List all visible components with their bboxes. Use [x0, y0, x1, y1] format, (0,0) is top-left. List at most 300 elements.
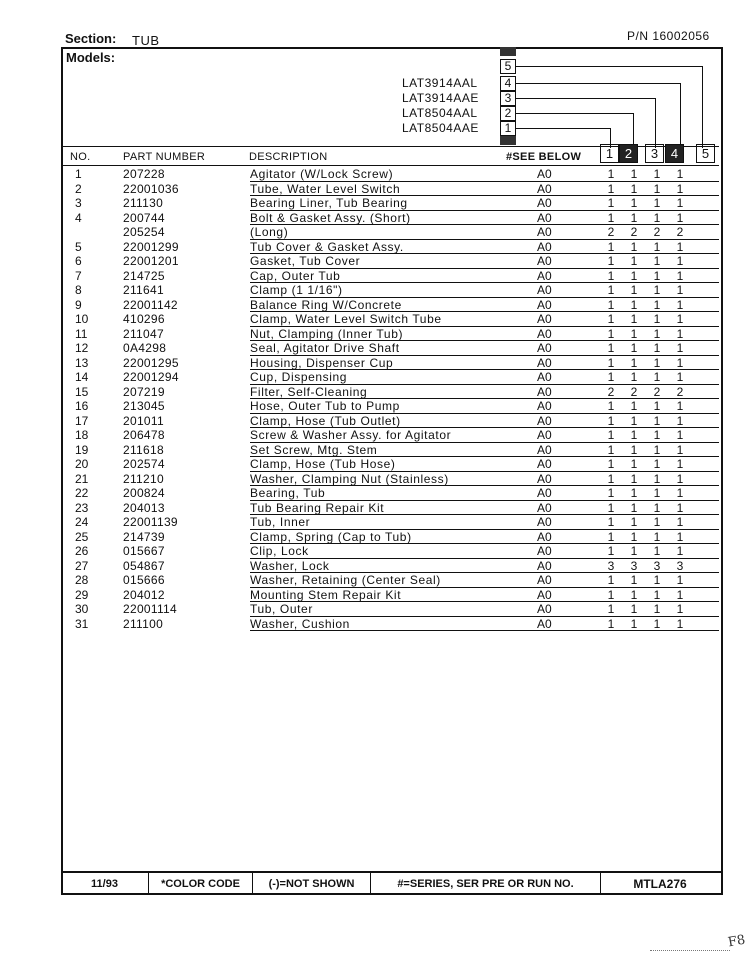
row-qty-series-2: 1	[630, 616, 638, 631]
row-part-number: 211210	[123, 471, 164, 486]
row-part-number: 206478	[123, 428, 165, 442]
row-qty-series-3: 1	[653, 399, 661, 413]
row-rule	[250, 630, 719, 631]
row-qty-series-1: 1	[607, 210, 615, 225]
row-description: Bolt & Gasket Assy. (Short)	[250, 210, 411, 225]
row-qty-series-2: 2	[630, 225, 638, 239]
row-qty-series-3: 1	[653, 254, 661, 268]
row-qty-series-1: 1	[607, 312, 615, 326]
row-qty-series-2: 1	[630, 471, 638, 486]
table-row	[63, 385, 719, 400]
row-see-below: A0	[537, 544, 552, 558]
row-qty-series-4: 2	[676, 384, 684, 399]
row-number: 5	[75, 239, 82, 254]
row-qty-series-1: 1	[607, 602, 615, 616]
model-box-foot	[500, 136, 516, 145]
row-part-number: 211618	[123, 442, 164, 457]
row-see-below: A0	[537, 312, 552, 326]
bracket-line	[516, 128, 610, 129]
row-qty-series-4: 1	[676, 297, 684, 312]
row-see-below: A0	[537, 399, 552, 413]
row-number: 19	[75, 442, 89, 457]
row-description: Cap, Outer Tub	[250, 268, 341, 283]
table-row	[63, 225, 719, 240]
bracket-line	[516, 113, 633, 114]
model-name: LAT3914AAL	[402, 76, 478, 90]
row-part-number: 211100	[123, 616, 164, 631]
row-description: (Long)	[250, 225, 289, 239]
row-qty-series-2: 1	[630, 370, 638, 384]
row-number: 21	[75, 471, 89, 486]
table-row	[63, 167, 719, 182]
row-see-below: A0	[537, 254, 552, 268]
row-see-below: A0	[537, 239, 552, 254]
row-description: Tub Bearing Repair Kit	[250, 500, 385, 515]
table-row	[63, 240, 719, 255]
row-description: Clamp, Hose (Tub Outlet)	[250, 413, 401, 428]
row-qty-series-3: 1	[653, 428, 661, 442]
row-part-number: 207228	[123, 167, 165, 181]
row-number: 11	[75, 326, 88, 341]
bracket-drop	[655, 98, 656, 148]
row-description: Washer, Cushion	[250, 616, 350, 631]
row-qty-series-2: 3	[630, 558, 638, 573]
row-qty-series-3: 1	[653, 355, 661, 370]
row-qty-series-4: 1	[676, 529, 684, 544]
row-qty-series-3: 1	[653, 573, 661, 587]
row-qty-series-2: 1	[630, 457, 638, 471]
table-row	[63, 283, 719, 298]
row-qty-series-2: 1	[630, 268, 638, 283]
row-qty-series-1: 1	[607, 239, 615, 254]
row-part-number: 214725	[123, 268, 165, 283]
row-qty-series-1: 2	[607, 225, 615, 239]
row-see-below: A0	[537, 283, 552, 297]
row-qty-series-2: 2	[630, 384, 638, 399]
row-number: 2	[75, 181, 82, 196]
table-row	[63, 370, 719, 385]
row-qty-series-4: 1	[676, 486, 684, 500]
row-number: 29	[75, 587, 89, 602]
row-qty-series-1: 1	[607, 355, 615, 370]
row-part-number: 201011	[123, 413, 164, 428]
row-qty-series-3: 1	[653, 413, 661, 428]
row-number: 28	[75, 573, 89, 587]
row-qty-series-1: 1	[607, 573, 615, 587]
row-part-number: 204013	[123, 500, 165, 515]
row-qty-series-3: 1	[653, 500, 661, 515]
row-qty-series-1: 1	[607, 167, 615, 181]
row-part-number: 205254	[123, 225, 165, 239]
bracket-line	[516, 98, 655, 99]
row-qty-series-3: 1	[653, 616, 661, 631]
row-see-below: A0	[537, 355, 552, 370]
table-row	[63, 414, 719, 429]
row-qty-series-3: 1	[653, 181, 661, 196]
row-qty-series-4: 1	[676, 312, 684, 326]
row-number: 27	[75, 558, 89, 573]
row-number: 17	[75, 413, 89, 428]
row-see-below: A0	[537, 370, 552, 384]
row-qty-series-4: 1	[676, 254, 684, 268]
row-qty-series-2: 1	[630, 573, 638, 587]
row-qty-series-2: 1	[630, 544, 638, 558]
row-part-number: 211130	[123, 196, 164, 210]
row-description: Clamp, Water Level Switch Tube	[250, 312, 442, 326]
row-qty-series-3: 1	[653, 341, 661, 355]
row-qty-series-2: 1	[630, 515, 638, 529]
footer-series-note: #=SERIES, SER PRE OR RUN NO.	[371, 873, 601, 895]
section-value: TUB	[132, 33, 160, 48]
row-qty-series-4: 1	[676, 326, 684, 341]
row-qty-series-4: 1	[676, 602, 684, 616]
row-see-below: A0	[537, 181, 552, 196]
row-number: 16	[75, 399, 89, 413]
row-qty-series-4: 2	[676, 225, 684, 239]
footer-code: MTLA276	[633, 877, 687, 891]
row-qty-series-2: 1	[630, 602, 638, 616]
row-qty-series-4: 1	[676, 341, 684, 355]
row-qty-series-3: 2	[653, 225, 661, 239]
row-description: Washer, Retaining (Center Seal)	[250, 573, 441, 587]
row-description: Clip, Lock	[250, 544, 309, 558]
row-see-below: A0	[537, 486, 552, 500]
row-qty-series-3: 1	[653, 268, 661, 283]
row-part-number: 015667	[123, 544, 165, 558]
series-col-5: 5	[696, 144, 715, 163]
row-qty-series-4: 1	[676, 515, 684, 529]
row-qty-series-3: 1	[653, 486, 661, 500]
table-row	[63, 486, 719, 501]
row-part-number: 202574	[123, 457, 165, 471]
row-description: Mounting Stem Repair Kit	[250, 587, 402, 602]
row-number: 24	[75, 515, 89, 529]
row-see-below: A0	[537, 167, 552, 181]
row-description: Housing, Dispenser Cup	[250, 355, 394, 370]
row-see-below: A0	[537, 616, 552, 631]
row-description: Screw & Washer Assy. for Agitator	[250, 428, 452, 442]
row-qty-series-4: 1	[676, 616, 684, 631]
row-qty-series-4: 1	[676, 500, 684, 515]
row-qty-series-3: 1	[653, 312, 661, 326]
part-number-header: P/N 16002056	[627, 29, 710, 43]
row-qty-series-4: 1	[676, 355, 684, 370]
handwritten-note: F8	[726, 932, 747, 951]
row-qty-series-1: 1	[607, 326, 615, 341]
row-qty-series-2: 1	[630, 442, 638, 457]
row-number: 18	[75, 428, 89, 442]
row-description: Tube, Water Level Switch	[250, 181, 401, 196]
row-description: Bearing, Tub	[250, 486, 326, 500]
row-part-number: 22001294	[123, 370, 179, 384]
row-qty-series-4: 1	[676, 210, 684, 225]
row-qty-series-4: 1	[676, 167, 684, 181]
col-see-below: #SEE BELOW	[506, 151, 582, 163]
row-see-below: A0	[537, 297, 552, 312]
table-row	[63, 544, 719, 559]
row-qty-series-1: 1	[607, 181, 615, 196]
row-qty-series-4: 3	[676, 558, 684, 573]
row-qty-series-1: 1	[607, 616, 615, 631]
row-description: Tub, Inner	[250, 515, 311, 529]
row-number: 13	[75, 355, 89, 370]
row-qty-series-2: 1	[630, 500, 638, 515]
row-qty-series-2: 1	[630, 239, 638, 254]
row-number: 12	[75, 341, 89, 355]
row-qty-series-2: 1	[630, 254, 638, 268]
row-qty-series-1: 2	[607, 384, 615, 399]
table-row	[63, 428, 719, 443]
row-number: 14	[75, 370, 89, 384]
models-label: Models:	[66, 50, 116, 65]
row-see-below: A0	[537, 341, 552, 355]
row-qty-series-1: 1	[607, 587, 615, 602]
row-qty-series-4: 1	[676, 268, 684, 283]
model-box-cap	[500, 47, 516, 56]
row-part-number: 200744	[123, 210, 165, 225]
col-no: NO.	[70, 151, 91, 163]
row-qty-series-1: 1	[607, 341, 615, 355]
row-part-number: 200824	[123, 486, 165, 500]
row-qty-series-3: 1	[653, 529, 661, 544]
bracket-line	[516, 83, 680, 84]
row-part-number: 204012	[123, 587, 165, 602]
model-series-box: 3	[500, 91, 516, 106]
col-description: DESCRIPTION	[249, 151, 328, 163]
table-row	[63, 312, 719, 327]
table-row	[63, 196, 719, 211]
row-description: Washer, Lock	[250, 558, 330, 573]
table-row	[63, 341, 719, 356]
row-qty-series-3: 2	[653, 384, 661, 399]
row-description: Clamp, Hose (Tub Hose)	[250, 457, 396, 471]
row-part-number: 410296	[123, 312, 165, 326]
bracket-drop-5	[702, 66, 703, 148]
row-see-below: A0	[537, 602, 552, 616]
footer-bar	[61, 871, 723, 895]
row-qty-series-1: 1	[607, 500, 615, 515]
row-part-number: 22001295	[123, 355, 179, 370]
row-qty-series-4: 1	[676, 196, 684, 210]
row-qty-series-1: 1	[607, 529, 615, 544]
row-qty-series-3: 1	[653, 283, 661, 297]
row-qty-series-3: 1	[653, 457, 661, 471]
table-row	[63, 588, 719, 603]
row-description: Bearing Liner, Tub Bearing	[250, 196, 408, 210]
row-qty-series-1: 1	[607, 413, 615, 428]
row-see-below: A0	[537, 573, 552, 587]
row-part-number: 0A4298	[123, 341, 167, 355]
model-name: LAT3914AAE	[402, 91, 479, 105]
row-qty-series-1: 1	[607, 297, 615, 312]
row-qty-series-4: 1	[676, 457, 684, 471]
row-qty-series-1: 1	[607, 442, 615, 457]
row-number: 8	[75, 283, 82, 297]
row-qty-series-2: 1	[630, 399, 638, 413]
row-qty-series-3: 1	[653, 326, 661, 341]
row-qty-series-2: 1	[630, 529, 638, 544]
row-number: 25	[75, 529, 89, 544]
table-row	[63, 327, 719, 342]
footer-date: 11/93	[61, 873, 149, 895]
row-description: Filter, Self-Cleaning	[250, 384, 368, 399]
table-row	[63, 211, 719, 226]
row-qty-series-1: 1	[607, 471, 615, 486]
row-number: 15	[75, 384, 89, 399]
bracket-drop	[680, 83, 681, 148]
row-part-number: 211641	[123, 283, 164, 297]
row-see-below: A0	[537, 326, 552, 341]
row-qty-series-3: 1	[653, 297, 661, 312]
row-qty-series-1: 1	[607, 283, 615, 297]
row-qty-series-1: 1	[607, 515, 615, 529]
row-see-below: A0	[537, 558, 552, 573]
model-series-box: 1	[500, 121, 516, 136]
row-qty-series-4: 1	[676, 413, 684, 428]
row-qty-series-2: 1	[630, 587, 638, 602]
row-qty-series-4: 1	[676, 471, 684, 486]
row-description: Gasket, Tub Cover	[250, 254, 361, 268]
row-number: 22	[75, 486, 89, 500]
row-qty-series-2: 1	[630, 196, 638, 210]
row-qty-series-4: 1	[676, 428, 684, 442]
table-row	[63, 457, 719, 472]
row-qty-series-3: 1	[653, 602, 661, 616]
row-see-below: A0	[537, 529, 552, 544]
row-description: Cup, Dispensing	[250, 370, 348, 384]
model-box-5: 5	[500, 59, 516, 74]
row-part-number: 22001299	[123, 239, 179, 254]
row-part-number: 214739	[123, 529, 165, 544]
row-qty-series-1: 1	[607, 486, 615, 500]
row-qty-series-4: 1	[676, 442, 684, 457]
row-description: Set Screw, Mtg. Stem	[250, 442, 378, 457]
row-qty-series-4: 1	[676, 283, 684, 297]
row-see-below: A0	[537, 268, 552, 283]
row-qty-series-3: 1	[653, 515, 661, 529]
row-see-below: A0	[537, 196, 552, 210]
row-qty-series-2: 1	[630, 181, 638, 196]
table-row	[63, 298, 719, 313]
row-see-below: A0	[537, 225, 552, 239]
row-part-number: 22001114	[123, 602, 178, 616]
row-part-number: 213045	[123, 399, 165, 413]
row-qty-series-4: 1	[676, 573, 684, 587]
row-qty-series-3: 1	[653, 587, 661, 602]
row-number: 1	[75, 167, 82, 181]
row-qty-series-2: 1	[630, 283, 638, 297]
row-qty-series-1: 1	[607, 544, 615, 558]
row-description: Agitator (W/Lock Screw)	[250, 167, 394, 181]
row-qty-series-1: 1	[607, 457, 615, 471]
row-description: Hose, Outer Tub to Pump	[250, 399, 400, 413]
row-qty-series-4: 1	[676, 181, 684, 196]
row-number: 20	[75, 457, 89, 471]
row-qty-series-3: 1	[653, 167, 661, 181]
table-row	[63, 573, 719, 588]
row-see-below: A0	[537, 457, 552, 471]
table-row	[63, 182, 719, 197]
row-see-below: A0	[537, 471, 552, 486]
table-row	[63, 501, 719, 516]
row-qty-series-2: 1	[630, 326, 638, 341]
row-part-number: 211047	[123, 326, 164, 341]
series-col-4: 4	[665, 144, 684, 163]
row-qty-series-3: 1	[653, 210, 661, 225]
row-see-below: A0	[537, 210, 552, 225]
table-row	[63, 602, 719, 617]
table-row	[63, 559, 719, 574]
row-qty-series-4: 1	[676, 587, 684, 602]
row-see-below: A0	[537, 384, 552, 399]
row-qty-series-2: 1	[630, 297, 638, 312]
row-qty-series-2: 1	[630, 486, 638, 500]
row-number: 9	[75, 297, 82, 312]
series-col-3: 3	[645, 144, 664, 163]
row-qty-series-4: 1	[676, 370, 684, 384]
row-qty-series-1: 1	[607, 399, 615, 413]
row-description: Tub, Outer	[250, 602, 313, 616]
row-qty-series-1: 3	[607, 558, 615, 573]
row-qty-series-2: 1	[630, 355, 638, 370]
row-qty-series-2: 1	[630, 428, 638, 442]
row-number: 23	[75, 500, 89, 515]
row-number: 26	[75, 544, 89, 558]
row-number: 10	[75, 312, 89, 326]
row-qty-series-3: 1	[653, 239, 661, 254]
row-qty-series-2: 1	[630, 210, 638, 225]
row-qty-series-3: 3	[653, 558, 661, 573]
row-description: Seal, Agitator Drive Shaft	[250, 341, 400, 355]
row-description: Nut, Clamping (Inner Tub)	[250, 326, 404, 341]
row-qty-series-4: 1	[676, 239, 684, 254]
section-label: Section:	[65, 31, 117, 46]
table-row	[63, 254, 719, 269]
row-description: Clamp (1 1/16")	[250, 283, 343, 297]
row-qty-series-1: 1	[607, 428, 615, 442]
row-qty-series-4: 1	[676, 544, 684, 558]
row-number: 3	[75, 196, 82, 210]
row-part-number: 22001036	[123, 181, 179, 196]
row-qty-series-2: 1	[630, 413, 638, 428]
row-qty-series-3: 1	[653, 544, 661, 558]
table-row	[63, 515, 719, 530]
bracket-drop	[633, 113, 634, 148]
row-see-below: A0	[537, 413, 552, 428]
row-qty-series-3: 1	[653, 471, 661, 486]
row-qty-series-4: 1	[676, 399, 684, 413]
table-row	[63, 443, 719, 458]
row-number: 7	[75, 268, 82, 283]
table-row	[63, 530, 719, 545]
row-qty-series-3: 1	[653, 196, 661, 210]
row-qty-series-2: 1	[630, 341, 638, 355]
row-qty-series-3: 1	[653, 442, 661, 457]
table-row	[63, 269, 719, 284]
row-see-below: A0	[537, 500, 552, 515]
header-bottom-rule	[63, 165, 719, 166]
row-see-below: A0	[537, 428, 552, 442]
table-row	[63, 399, 719, 414]
table-row	[63, 472, 719, 487]
row-part-number: 22001139	[123, 515, 178, 529]
row-description: Clamp, Spring (Cap to Tub)	[250, 529, 412, 544]
model-series-box: 4	[500, 76, 516, 91]
row-see-below: A0	[537, 515, 552, 529]
row-part-number: 22001142	[123, 297, 178, 312]
row-description: Tub Cover & Gasket Assy.	[250, 239, 404, 254]
row-part-number: 22001201	[123, 254, 179, 268]
